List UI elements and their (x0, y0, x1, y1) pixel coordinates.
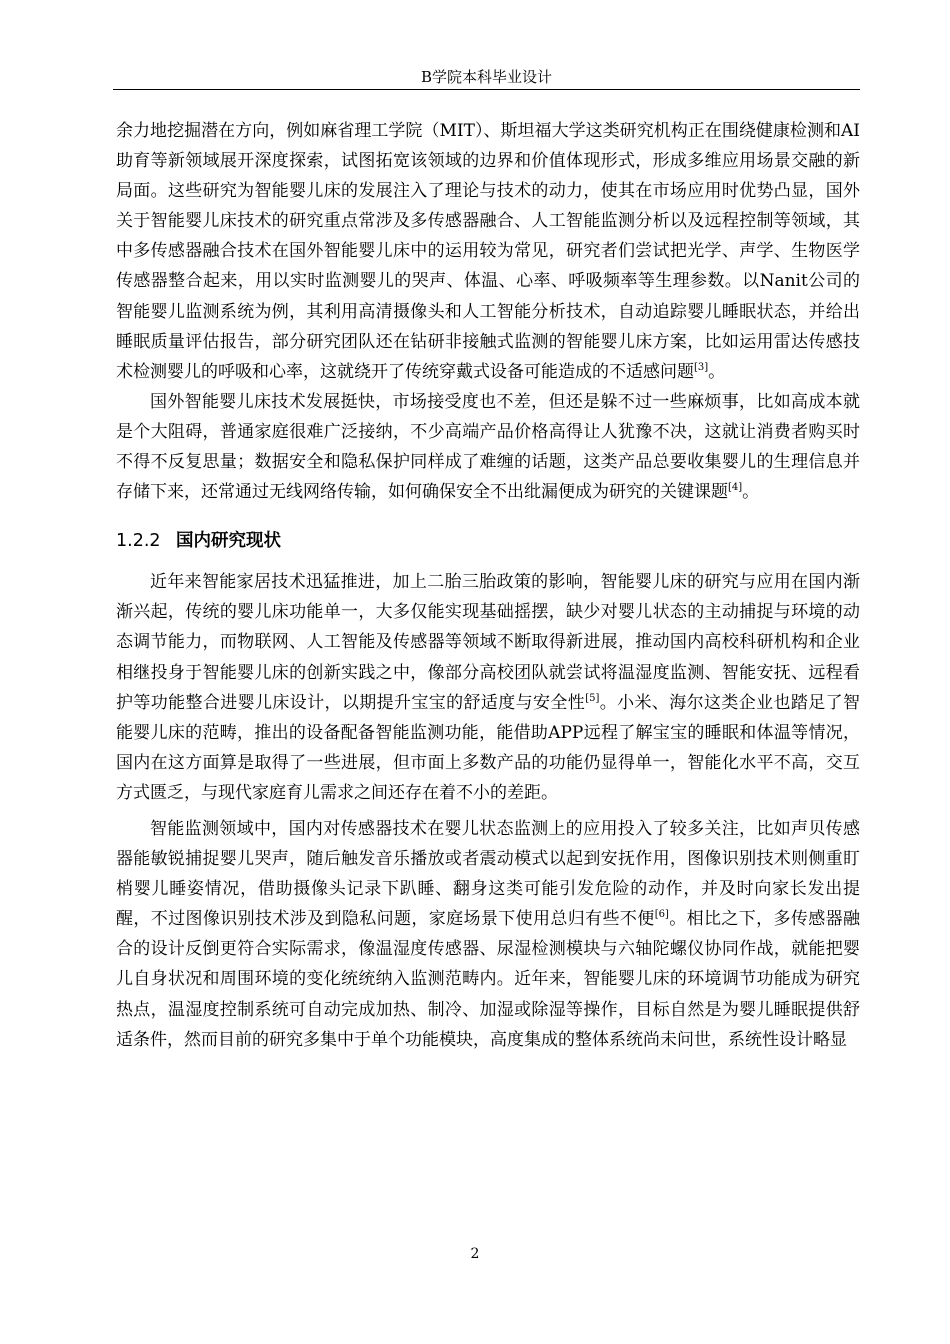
header-rule (113, 89, 860, 90)
page-number: 2 (470, 1246, 480, 1262)
citation-6[interactable]: [6] (654, 909, 669, 921)
citation-4[interactable]: [4] (728, 482, 743, 494)
paragraph-3-tail: 。小米、海尔这类企业也踏足了智能婴儿床的范畴，推出的设备配备智能监测功能，能借助APP远程了解宝宝的睡眠和体温等情况，国内在这方面算是取得了一些进展，但市面上多数产品的功能仍显得单一，智能化水平不高，交互方式匮乏，与现代家庭育儿需求之间还存在着不小的差距。 (116, 692, 861, 803)
paragraph-4-tail: 。相比之下，多传感器融合的设计反倒更符合实际需求，像温湿度传感器、尿湿检测模块与六轴陀螺仪协同作战，就能把婴儿自身状况和周围环境的变化统统纳入监测范畴内。近年来，智能婴儿床的环境调节功能成为研究热点，温湿度控制系统可自动完成加热、制冷、加湿或除湿等操作，目标自然是为婴儿睡眠提供舒适条件，然而目前的研究多集中于单个功能模块，高度集成的整体系统尚未问世，系统性设计略显 (116, 909, 861, 1050)
citation-5[interactable]: [5] (585, 692, 600, 704)
citation-3[interactable]: [3] (694, 361, 709, 373)
paragraph-2-tail: 。 (742, 482, 760, 503)
paragraph-4 (116, 814, 860, 1055)
paragraph-3-text: 近年来智能家居技术迅猛推进，加上二胎三胎政策的影响，智能婴儿床的研究与应用在国内渐渐兴起，传统的婴儿床功能单一，大多仅能实现基础摇摆，缺少对婴儿状态的主动捕捉与环境的动态调节能力，而物联网、人工智能及传感器等领域不断取得新进展，推动国内高校科研机构和企业相继投身于智能婴儿床的创新实践之中，像部分高校团队就尝试将温湿度监测、智能安抚、远程看护等功能整合进婴儿床设计，以期提升宝宝的舒适度与安全性 (116, 572, 860, 713)
section-number: 1.2.2 (116, 531, 161, 552)
paragraph-2-text: 国外智能婴儿床技术发展挺快，市场接受度也不差，但还是躲不过一些麻烦事，比如高成本就是个大阻碍，普通家庭很难广泛接纳，不少高端产品价格高得让人犹豫不决，这就让消费者购买时不得不反复思量；数据安全和隐私保护同样成了难缠的话题，这类产品总要收集婴儿的生理信息并存储下来，还常通过无线网络传输，如何确保安全不出纰漏便成为研究的关键课题 (116, 391, 860, 503)
paragraph-4-text: 智能监测领域中，国内对传感器技术在婴儿状态监测上的应用投入了较多关注，比如声贝传感器能敏锐捕捉婴儿哭声，随后触发音乐播放或者震动模式以起到安抚作用，图像识别技术则侧重盯梢婴儿睡姿情况，借助摄像头记录下趴睡、翻身这类可能引发危险的动作，并及时向家长发出提醒，不过图像识别技术涉及到隐私问题，家庭场景下使用总归有些不便 (116, 818, 860, 930)
paragraph-1-tail: 。 (708, 361, 726, 382)
document-body (116, 116, 860, 1055)
paragraph-2 (116, 387, 860, 507)
paragraph-1-text: 余力地挖掘潜在方向，例如麻省理工学院（MIT）、斯坦福大学这类研究机构正在围绕健康检测和AI助育等新领域展开深度探索，试图拓宽该领域的边界和价值体现形式，形成多维应用场景交融的新局面。这些研究为智能婴儿床的发展注入了理论与技术的动力，使其在市场应用时优势凸显，国外关于智能婴儿床技术的研究重点常涉及多传感器融合、人工智能监测分析以及远程控制等领域，其中多传感器融合技术在国外智能婴儿床中的运用较为常见，研究者们尝试把光学、声学、生物医学传感器整合起来，用以实时监测婴儿的哭声、体温、心率、呼吸频率等生理参数。以Nanit公司的智能婴儿监测系统为例，其利用高清摄像头和人工智能分析技术，自动追踪婴儿睡眠状态，并给出睡眠质量评估报告，部分研究团队还在钻研非接触式监测的智能婴儿床方案，比如运用雷达传感技术检测婴儿的呼吸和心率，这就绕开了传统穿戴式设备可能造成的不适感问题 (116, 121, 860, 382)
section-heading (116, 526, 860, 556)
paragraph-3 (116, 567, 860, 808)
paragraph-1 (116, 116, 860, 387)
section-title: 国内研究现状 (176, 531, 281, 552)
page-header: B学院本科毕业设计 (420, 68, 553, 86)
